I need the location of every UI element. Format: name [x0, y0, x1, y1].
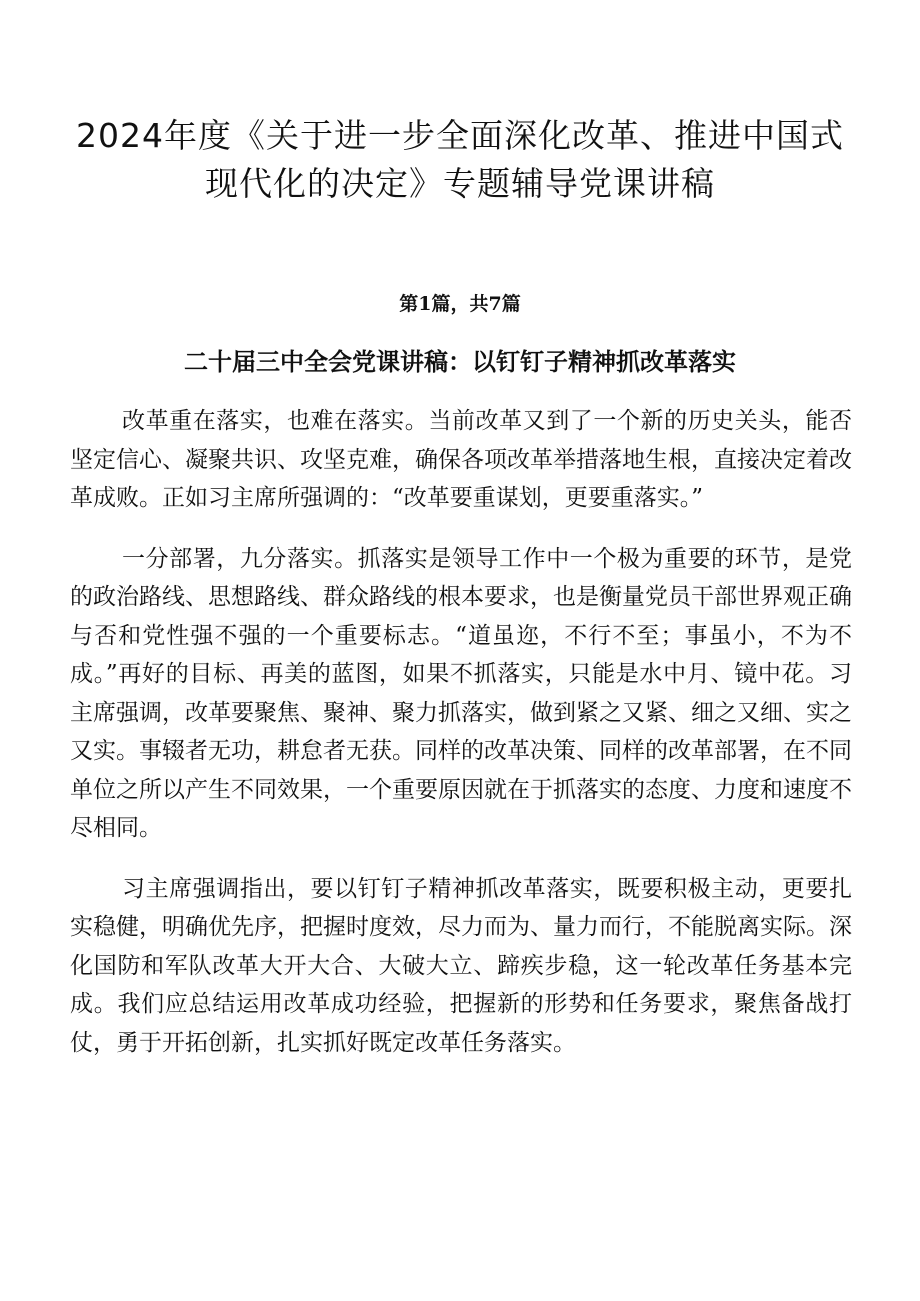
section-heading: 二十届三中全会党课讲稿：以钉钉子精神抓改革落实 [184, 348, 736, 376]
document-title-line-1: 2024年度《关于进一步全面深化改革、推进中国式 [76, 116, 844, 155]
document-title [40, 112, 880, 208]
body-text [70, 402, 852, 1084]
paragraph-2: 一分部署，九分落实。抓落实是领导工作中一个极为重要的环节，是党的政治路线、思想路线、群众路线的根本要求，也是衡量党员干部世界观正确与否和党性强不强的一个重要标志。“道虽迩，不行不至；事虽小，不为不成。”再好的目标、再美的蓝图，如果不抓落实，只能是水中月、镜中花。习主席强调，改革要聚焦、聚神、聚力抓落实，做到紧之又紧、细之又细、实之又实。事辍者无功，耕怠者无获。同样的改革决策、同样的改革部署，在不同单位之所以产生不同效果，一个重要原因就在于抓落实的态度、力度和速度不尽相同。 [70, 545, 852, 841]
paragraph-3: 习主席强调指出，要以钉钉子精神抓改革落实，既要积极主动，更要扎实稳健，明确优先序，把握时度效，尽力而为、量力而行，不能脱离实际。深化国防和军队改革大开大合、大破大立、蹄疾步稳，这一轮改革任务基本完成。我们应总结运用改革成功经验，把握新的形势和任务要求，聚焦备战打仗，勇于开拓创新，扎实抓好既定改革任务落实。 [70, 875, 852, 1056]
part-indicator: 第1篇，共7篇 [399, 293, 521, 315]
paragraph-1: 改革重在落实，也难在落实。当前改革又到了一个新的历史关头，能否坚定信心、凝聚共识、攻坚克难，确保各项改革举措落地生根，直接决定着改革成败。正如习主席所强调的：“改革要重谋划，更要重落实。” [70, 408, 852, 511]
document-title-line-2: 现代化的决定》专题辅导党课讲稿 [205, 164, 715, 203]
